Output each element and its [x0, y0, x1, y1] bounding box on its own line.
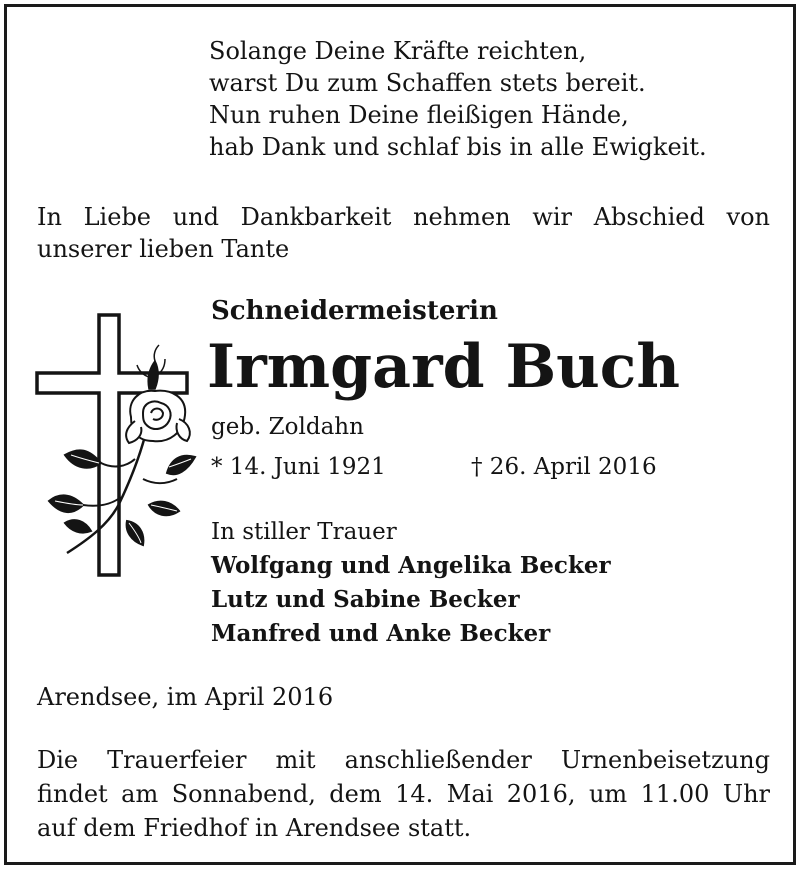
mourner-name: Lutz und Sabine Becker: [211, 586, 520, 613]
mourning-intro: In stiller Trauer: [211, 519, 397, 545]
occupation-title: Schneidermeisterin: [211, 296, 498, 326]
cross-with-rose-icon: [31, 309, 201, 588]
poem-line: Nun ruhen Deine fleißigen Hände,: [209, 101, 629, 129]
funeral-line: auf dem Friedhof in Arendsee statt.: [37, 814, 472, 842]
intro-line: unserer lieben Tante: [37, 235, 290, 263]
poem-line: warst Du zum Schaffen stets bereit.: [209, 69, 646, 97]
funeral-details: [37, 743, 770, 845]
memorial-poem: [209, 35, 707, 163]
death-date: † 26. April 2016: [471, 454, 657, 480]
deceased-name: Irmgard Buch: [207, 332, 680, 402]
birth-date: * 14. Juni 1921: [211, 454, 386, 480]
mourner-name: Wolfgang und Angelika Becker: [211, 552, 611, 579]
farewell-intro: [37, 201, 770, 265]
poem-line: hab Dank und schlaf bis in alle Ewigkeit.: [209, 133, 707, 161]
funeral-line: findet am Sonnabend, dem 14. Mai 2016, um 11.00 Uhr: [37, 780, 770, 808]
intro-line: In Liebe und Dankbarkeit nehmen wir Abschied von: [37, 203, 770, 231]
obituary-notice: [4, 4, 796, 865]
mourner-name: Manfred und Anke Becker: [211, 620, 551, 647]
mourners-block: [211, 515, 611, 651]
funeral-line: Die Trauerfeier mit anschließender Urnenbeisetzung: [37, 746, 770, 774]
poem-line: Solange Deine Kräfte reichten,: [209, 37, 587, 65]
place-and-date: Arendsee, im April 2016: [37, 683, 334, 711]
maiden-name: geb. Zoldahn: [211, 414, 364, 440]
